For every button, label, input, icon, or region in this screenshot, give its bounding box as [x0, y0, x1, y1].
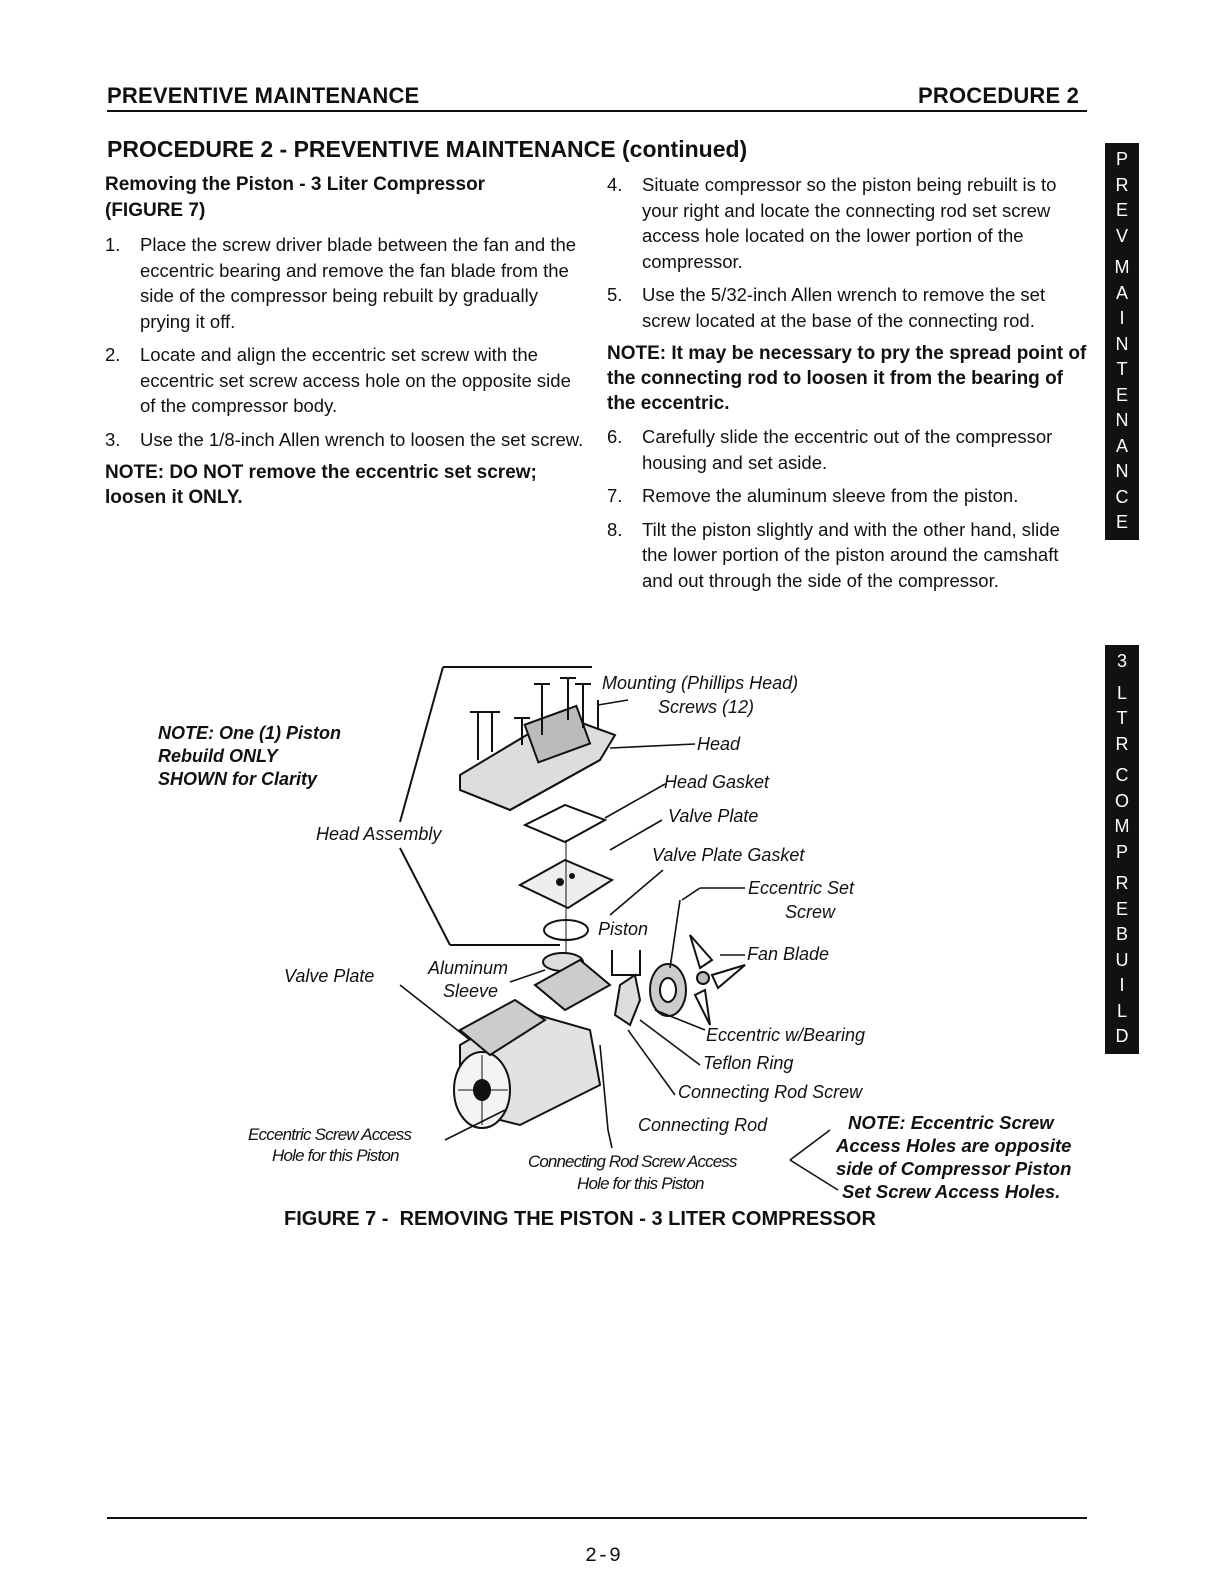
tab-letter: V	[1115, 225, 1128, 246]
tab-letter: R	[1115, 174, 1129, 195]
connecting-rod-part	[615, 975, 640, 1025]
tab-letter: N	[1115, 461, 1129, 481]
label-eccentric-set-2: Screw	[785, 902, 836, 922]
label-valve-plate-gasket: Valve Plate Gasket	[652, 845, 805, 865]
bracket-line	[400, 848, 450, 945]
label-eccentric-access-1: Eccentric Screw Access	[248, 1125, 412, 1144]
figure-note-right-line3: side of Compressor Piston	[836, 1158, 1072, 1179]
label-piston: Piston	[598, 919, 649, 939]
tab-letter: C	[1115, 486, 1129, 507]
footer-rule	[107, 1517, 1087, 1519]
section-title: PROCEDURE 2 - PREVENTIVE MAINTENANCE (continued)	[107, 136, 748, 162]
header-left: PREVENTIVE MAINTENANCE	[107, 83, 420, 108]
label-valve-plate-right: Valve Plate	[668, 806, 759, 826]
tab-letter: O	[1114, 790, 1129, 811]
label-connecting-rod-screw: Connecting Rod Screw	[678, 1082, 863, 1102]
tab-letter: P	[1115, 149, 1128, 169]
tab-letter: R	[1115, 733, 1129, 754]
step-number: 8.	[607, 518, 623, 540]
step-number: 1.	[105, 234, 121, 255]
figure-note-left-line1: NOTE: One (1) Piston	[158, 723, 342, 743]
label-teflon-ring: Teflon Ring	[703, 1053, 794, 1073]
tab-letter: M	[1114, 257, 1130, 277]
tab-letter: B	[1115, 924, 1128, 944]
tab-letter: I	[1119, 975, 1125, 995]
tab-letter: P	[1115, 841, 1128, 862]
tab-letter: I	[1119, 308, 1125, 328]
label-head: Head	[697, 734, 741, 754]
figure-note-right-line2: Access Holes are opposite	[836, 1135, 1072, 1156]
step-number: 4.	[607, 174, 623, 195]
label-head-gasket: Head Gasket	[664, 772, 770, 792]
figure-note-left	[158, 722, 341, 791]
label-valve-plate-left: Valve Plate	[284, 966, 375, 986]
label-aluminum: Aluminum	[428, 958, 509, 978]
figure-note-right	[836, 1111, 1071, 1203]
tab-letter: T	[1116, 708, 1128, 728]
tab-letter: R	[1115, 873, 1129, 893]
label-eccentric-set-1: Eccentric Set	[748, 878, 855, 898]
label-eccentric-access-2: Hole for this Piston	[272, 1146, 399, 1165]
tab-letter: 3	[1116, 651, 1127, 671]
step-number: 3.	[105, 428, 121, 450]
figure-note-left-line2: Rebuild ONLY	[158, 746, 278, 766]
tab-letter: E	[1115, 898, 1128, 919]
figure-caption: FIGURE 7 - REMOVING THE PISTON - 3 LITER COMPRESSOR	[284, 1208, 876, 1230]
right-note: NOTE: It may be necessary to pry the spread point of the connecting rod to loosen it from the bearing of the eccentric.	[607, 343, 1087, 414]
step-text: Use the 1/8-inch Allen wrench to loosen the set screw.	[140, 428, 584, 450]
left-note: NOTE: DO NOT remove the eccentric set screw; loosen it ONLY.	[105, 462, 537, 508]
head-gasket-part	[525, 805, 605, 842]
step-text: Locate and align the eccentric set screw with the eccentric set screw access hole on the opposite side of the compressor body.	[140, 344, 571, 416]
tab-letter: L	[1116, 1000, 1127, 1021]
step-text: Situate compressor so the piston being rebuilt is to your right and locate the connecting rod set screw access hole located on the lower portion of the compressor.	[642, 174, 1057, 272]
tab-letter: U	[1115, 949, 1129, 970]
label-eccentric-bearing: Eccentric w/Bearing	[706, 1025, 866, 1045]
step-number: 5.	[607, 284, 623, 305]
figure-note-left-line3: SHOWN for Clarity	[158, 769, 318, 789]
step-number: 2.	[105, 344, 121, 365]
subsection-title-line2: (FIGURE 7)	[105, 200, 206, 221]
label-fan-blade: Fan Blade	[747, 944, 830, 964]
tab-letter: A	[1115, 282, 1128, 303]
tab-letter: E	[1115, 200, 1128, 220]
step-text: Place the screw driver blade between the fan and the eccentric bearing and remove the fan blade from the side of the compressor being rebuilt by gradually prying it off.	[140, 234, 577, 332]
tab-letter: N	[1115, 410, 1129, 430]
step-text: Use the 5/32-inch Allen wrench to remove the set screw located at the base of the connecting rod.	[642, 284, 1046, 331]
label-rod-access-1: Connecting Rod Screw Access	[528, 1152, 737, 1171]
piston-part	[612, 950, 640, 975]
bracket-line	[400, 667, 443, 822]
subsection-title-line1: Removing the Piston - 3 Liter Compressor	[105, 174, 486, 195]
tab-letter: N	[1115, 333, 1129, 354]
header-right: PROCEDURE 2	[918, 83, 1080, 108]
label-head-assembly: Head Assembly	[316, 824, 442, 844]
tab-letter: M	[1114, 816, 1130, 836]
tab-letter: L	[1116, 682, 1127, 703]
tab-letter: T	[1116, 359, 1128, 379]
label-mounting-screws-1: Mounting (Phillips Head)	[602, 673, 799, 693]
step-text: Carefully slide the eccentric out of the compressor housing and set aside.	[642, 426, 1053, 473]
tab-letter: C	[1115, 765, 1129, 785]
label-sleeve: Sleeve	[443, 981, 499, 1001]
tab-letter: E	[1115, 512, 1128, 532]
label-rod-access-2: Hole for this Piston	[577, 1174, 704, 1193]
figure-note-right-line1: NOTE: Eccentric Screw	[848, 1112, 1054, 1133]
fan-blade-part	[690, 935, 745, 1025]
step-number: 6.	[607, 426, 623, 447]
tab-letter: A	[1115, 435, 1128, 456]
tab-letter: D	[1115, 1026, 1129, 1046]
step-text: Remove the aluminum sleeve from the piston.	[642, 485, 1019, 506]
step-text: Tilt the piston slightly and with the other hand, slide the lower portion of the piston around the camshaft and out through the side of the compressor.	[642, 518, 1060, 591]
tab-letter: E	[1115, 384, 1128, 405]
label-connecting-rod: Connecting Rod	[638, 1115, 768, 1135]
figure-note-right-line4: Set Screw Access Holes.	[842, 1181, 1061, 1202]
page-number: 2-9	[585, 1545, 622, 1568]
label-mounting-screws-2: Screws (12)	[658, 697, 755, 717]
step-number: 7.	[607, 485, 623, 506]
